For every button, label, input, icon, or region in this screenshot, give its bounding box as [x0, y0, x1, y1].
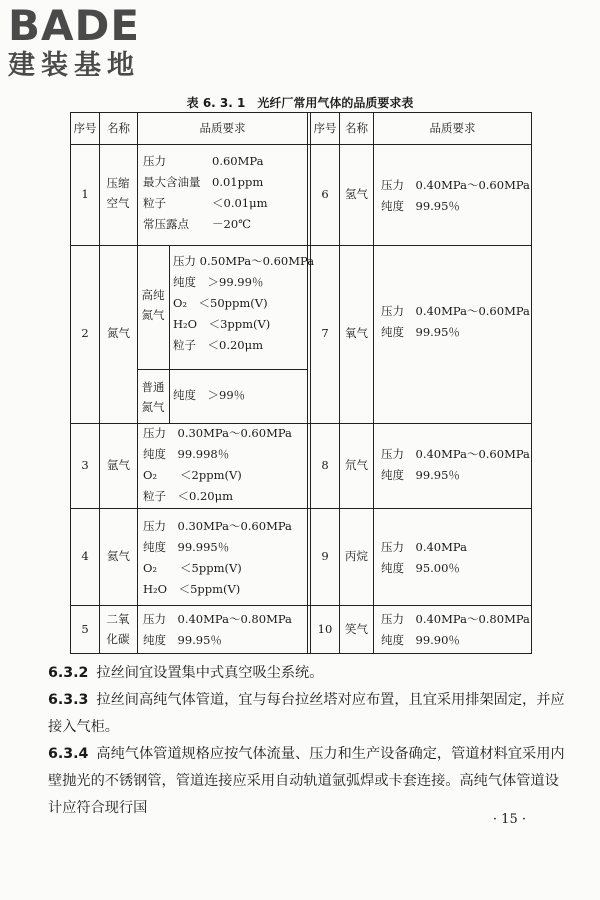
row-no: 7 — [321, 326, 329, 340]
row-no: 3 — [81, 458, 89, 472]
row-no: 1 — [81, 187, 89, 201]
req-line: 最大含油量 0.01ppm — [143, 175, 264, 189]
row-name: 氘气 — [345, 458, 368, 472]
req-line: H₂O ＜5ppm(V) — [143, 582, 241, 596]
header-name-right: 名称 — [345, 121, 368, 135]
row-no: 8 — [321, 458, 329, 472]
req-line: 纯度 99.90％ — [381, 633, 460, 647]
row-name: 丙烷 — [345, 549, 368, 563]
req-line: 压力 0.40MPa — [381, 540, 467, 554]
req-line: 压力 0.30MPa～0.60MPa — [143, 519, 292, 533]
clause-text: 拉丝间宜设置集中式真空吸尘系统。 — [96, 665, 324, 681]
clause-6-3-4 — [48, 741, 568, 822]
clause-number: 6.3.4 — [48, 746, 89, 762]
req-line: 压力 0.40MPa～0.60MPa — [381, 178, 530, 192]
req-line: 压力 0.40MPa～0.80MPa — [143, 612, 292, 626]
req-line: 压力 0.50MPa～0.60MPa — [173, 254, 315, 268]
gas-quality-table — [70, 112, 532, 654]
req-line: 纯度 99.998％ — [143, 447, 230, 461]
row-name: 二氧化碳 — [106, 612, 130, 646]
row-no: 6 — [321, 187, 329, 201]
requirement-lines — [381, 444, 530, 486]
requirement-lines — [143, 609, 292, 651]
requirement-lines — [381, 175, 530, 217]
requirement-lines — [143, 151, 267, 235]
req-line: O₂ ＜50ppm(V) — [173, 296, 268, 310]
req-line: 纯度 99.95％ — [381, 199, 460, 213]
row-name: 笑气 — [345, 622, 368, 636]
sub-name: 高纯氮气 — [141, 288, 165, 322]
logo-mark: BADE — [8, 1, 141, 50]
row-no: 5 — [81, 622, 89, 636]
requirement-lines — [143, 516, 292, 600]
row-name: 氢气 — [345, 187, 368, 201]
requirement-lines — [381, 609, 530, 651]
clause-6-3-3 — [48, 687, 568, 741]
clause-number: 6.3.3 — [48, 692, 89, 708]
logo-chinese-text: 建装基地 — [8, 50, 140, 81]
table-title: 表 6. 3. 1 光纤厂常用气体的品质要求表 — [186, 96, 414, 110]
req-line: 纯度 99.95％ — [381, 468, 460, 482]
header-req-left: 品质要求 — [199, 121, 246, 135]
header-name-left: 名称 — [107, 121, 130, 135]
req-line: 纯度 ＞99.99％ — [173, 275, 264, 289]
header-req-right: 品质要求 — [429, 121, 476, 135]
req-line: H₂O ＜3ppm(V) — [173, 317, 271, 331]
req-line: 压力 0.40MPa～0.60MPa — [381, 447, 530, 461]
requirement-lines — [381, 537, 467, 579]
row-name: 氮气 — [107, 326, 130, 340]
req-line: 粒子 ＜0.01μm — [143, 196, 268, 210]
clause-text: 高纯气体管道规格应按气体流量、压力和生产设备确定，管道材料宜采用内壁抛光的不锈钢管，管道连接应采用自动轨道氩弧焊或卡套连接。高纯气体管道设计应符合现行国 — [48, 746, 565, 816]
bade-logo — [8, 1, 178, 90]
header-no-left: 序号 — [73, 121, 97, 135]
row-no: 4 — [81, 549, 89, 563]
requirement-lines — [173, 385, 245, 406]
req-line: 压力 0.30MPa～0.60MPa — [143, 426, 292, 440]
req-line: 纯度 99.95％ — [381, 325, 460, 339]
row-name: 氦气 — [107, 549, 130, 563]
row-no: 9 — [321, 549, 329, 563]
req-line: 纯度 ＞99％ — [173, 388, 246, 402]
clause-6-3-2 — [48, 660, 568, 687]
row-no: 2 — [81, 326, 89, 340]
req-line: O₂ ＜5ppm(V) — [143, 561, 242, 575]
requirement-lines — [381, 301, 530, 343]
req-line: 压力 0.40MPa～0.80MPa — [381, 612, 530, 626]
req-line: 压力 0.40MPa～0.60MPa — [381, 304, 530, 318]
requirement-lines — [173, 251, 314, 356]
row-name: 氧气 — [345, 326, 368, 340]
req-line: 粒子 ＜0.20μm — [173, 338, 263, 352]
req-line: 常压露点 －20℃ — [143, 217, 251, 231]
row-name: 氩气 — [107, 458, 130, 472]
requirement-lines — [143, 423, 292, 507]
row-no: 10 — [317, 622, 333, 636]
req-line: 纯度 95.00％ — [381, 561, 460, 575]
req-line: 纯度 99.95％ — [143, 633, 222, 647]
page-number: · 15 · — [492, 812, 526, 827]
header-no-right: 序号 — [313, 121, 337, 135]
req-line: 纯度 99.995％ — [143, 540, 230, 554]
clause-text: 拉丝间高纯气体管道，宜与每台拉丝塔对应布置，且宜采用排架固定，并应接入气柜。 — [48, 692, 565, 735]
clause-number: 6.3.2 — [48, 665, 89, 681]
req-line: O₂ ＜2ppm(V) — [143, 468, 242, 482]
req-line: 压力 0.60MPa — [143, 154, 264, 168]
row-name: 压缩空气 — [106, 176, 130, 210]
req-line: 粒子 ＜0.20μm — [143, 489, 233, 503]
sub-name: 普通氮气 — [141, 380, 165, 414]
